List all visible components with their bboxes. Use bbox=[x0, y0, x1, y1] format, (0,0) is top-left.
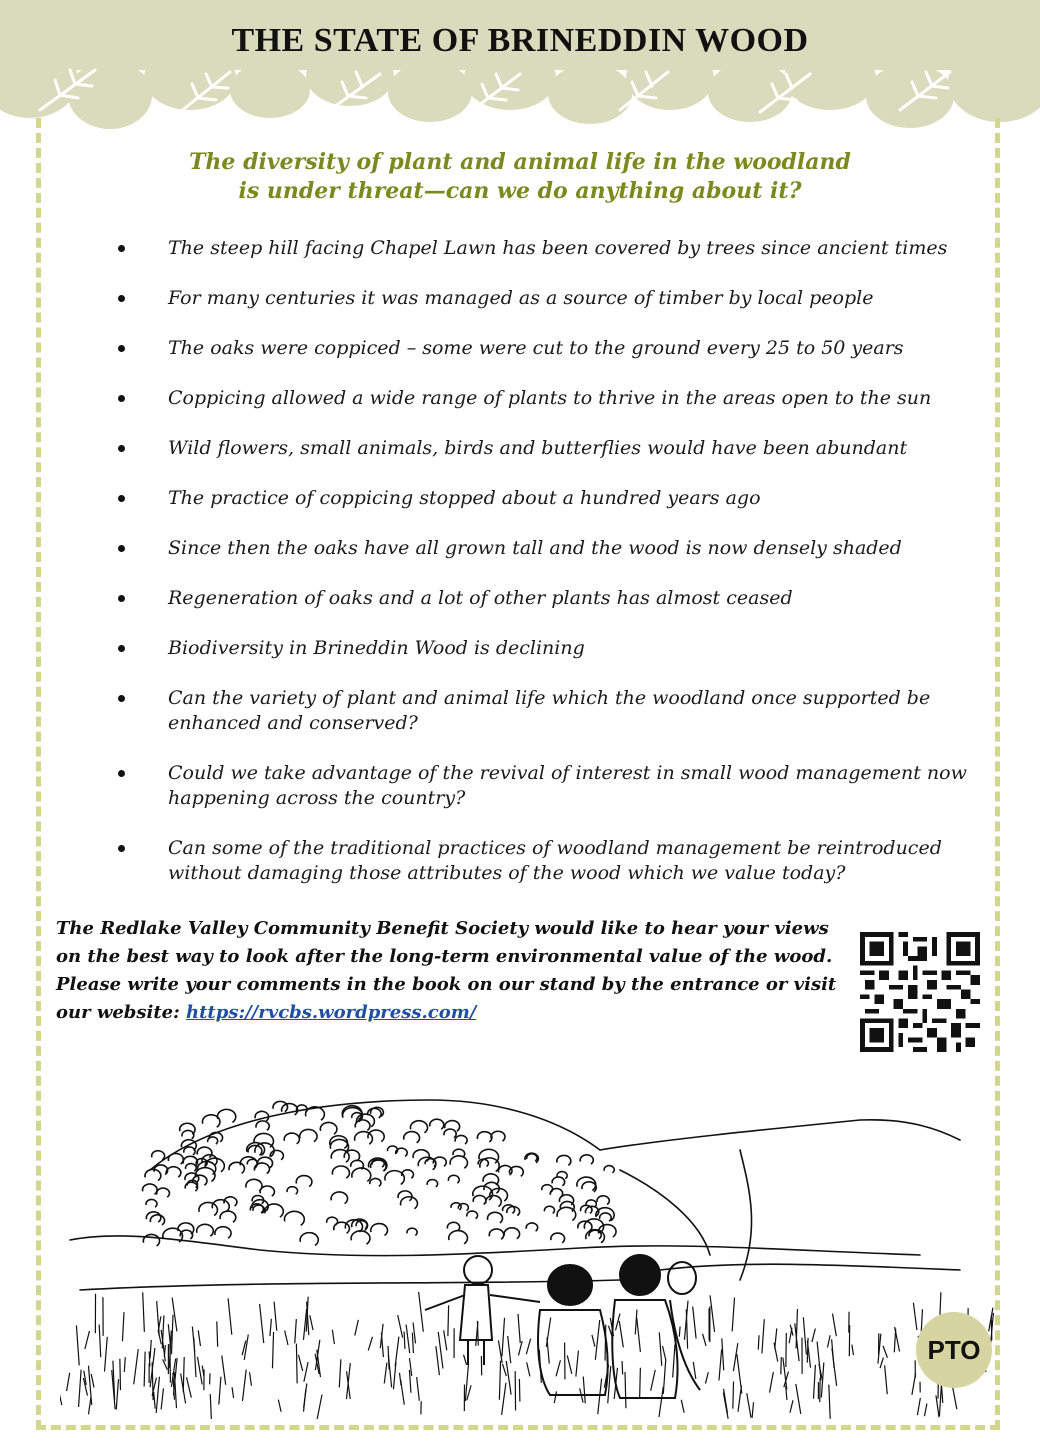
bullet-icon bbox=[118, 445, 125, 452]
bullet-list bbox=[112, 236, 992, 911]
list-item: Coppicing allowed a wide range of plants to thrive in the areas open to the sun bbox=[112, 386, 992, 411]
list-item: For many centuries it was managed as a source of timber by local people bbox=[112, 286, 992, 311]
bullet-icon bbox=[118, 645, 125, 652]
list-item: Regeneration of oaks and a lot of other plants has almost ceased bbox=[112, 586, 992, 611]
bullet-icon bbox=[118, 545, 125, 552]
list-item: Since then the oaks have all grown tall and the wood is now densely shaded bbox=[112, 536, 992, 561]
bullet-icon bbox=[118, 495, 125, 502]
tree-canopy bbox=[142, 1101, 616, 1246]
oak-leaf-banner bbox=[0, 0, 1040, 130]
subtitle-line-2: is under threat—can we do anything about it? bbox=[238, 178, 802, 204]
grass-lines bbox=[60, 1292, 993, 1419]
bullet-icon bbox=[118, 695, 125, 702]
pto-badge: PTO bbox=[916, 1312, 992, 1388]
bullet-icon bbox=[118, 295, 125, 302]
list-item: Biodiversity in Brineddin Wood is declining bbox=[112, 636, 992, 661]
website-link[interactable]: https://rvcbs.wordpress.com/ bbox=[186, 1002, 477, 1023]
qr-code-icon[interactable] bbox=[860, 932, 980, 1052]
subtitle-line-1: The diversity of plant and animal life in the woodland bbox=[189, 149, 851, 175]
bullet-icon bbox=[118, 345, 125, 352]
list-item: Can the variety of plant and animal life which the woodland once supported be enhanced and conserved? bbox=[112, 686, 992, 736]
list-item: Wild flowers, small animals, birds and butterflies would have been abundant bbox=[112, 436, 992, 461]
bullet-icon bbox=[118, 395, 125, 402]
page-title: THE STATE OF BRINEDDIN WOOD bbox=[231, 22, 809, 59]
list-item: The steep hill facing Chapel Lawn has been covered by trees since ancient times bbox=[112, 236, 992, 261]
bullet-icon bbox=[118, 770, 125, 777]
list-item: The oaks were coppiced – some were cut to the ground every 25 to 50 years bbox=[112, 336, 992, 361]
closing-text: The Redlake Valley Community Benefit Society would like to hear your views on the best way to look after the long-term environmental value of the wood. Please write your comments in the book on our stand by the entrance or visit our website: bbox=[56, 918, 837, 1023]
bullet-icon bbox=[118, 845, 125, 852]
bullet-icon bbox=[118, 245, 125, 252]
list-item: Could we take advantage of the revival of interest in small wood management now happening across the country? bbox=[112, 761, 992, 811]
closing-paragraph bbox=[56, 915, 856, 1027]
list-item: The practice of coppicing stopped about a hundred years ago bbox=[112, 486, 992, 511]
list-item: Can some of the traditional practices of woodland management be reintroduced without damaging those attributes of the wood which we value today? bbox=[112, 836, 992, 886]
woodland-illustration bbox=[60, 1080, 1000, 1420]
bullet-icon bbox=[118, 595, 125, 602]
subtitle bbox=[0, 148, 1040, 206]
